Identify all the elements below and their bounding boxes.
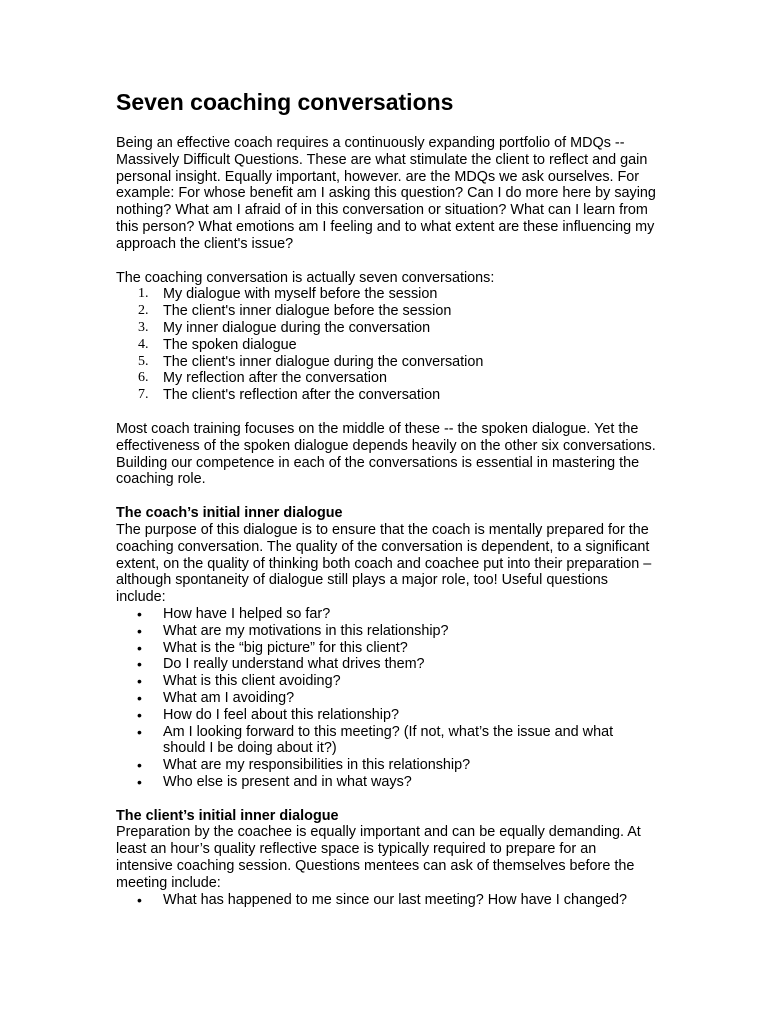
list-item-text: Who else is present and in what ways? [163,773,412,790]
list-number: 3. [138,319,149,335]
list-number: 7. [138,387,149,403]
list-item-text: My reflection after the conversation [163,370,387,387]
bullet-icon: • [137,689,142,706]
list-item-text: The client's reflection after the conversation [163,387,441,404]
bullet-icon: • [137,605,142,622]
list-item-text: The client's inner dialogue during the conversation [163,353,484,370]
list-item-text: What is this client avoiding? [163,673,341,690]
bullet-icon: • [137,757,142,774]
client-questions-list [116,892,656,909]
bullet-icon: • [137,891,142,908]
bullet-icon: • [137,673,142,690]
section-heading-coach: The coach’s initial inner dialogue [116,505,343,522]
list-number: 2. [138,303,149,319]
list-item-text: The spoken dialogue [163,336,297,353]
list-item [116,640,656,657]
list-item-text: What is the “big picture” for this client? [163,639,408,656]
list-item [116,707,656,724]
list-item [116,320,656,337]
list-item [116,623,656,640]
list-item-text: What are my motivations in this relationship? [163,622,449,639]
list-item-text: My dialogue with myself before the session [163,286,438,303]
bullet-icon: • [137,656,142,673]
list-item [116,673,656,690]
coach-questions-list [116,606,656,791]
list-item-text: What are my responsibilities in this relationship? [163,757,471,774]
list-item-text: What am I avoiding? [163,689,295,706]
list-item-text: What has happened to me since our last meeting? How have I changed? [163,891,627,908]
section-body-client: Preparation by the coachee is equally important and can be equally demanding. At least an hour’s quality reflective space is typically required to prepare for an intensive coaching session. Questions mentees can ask of themselves before the meeting include: [116,824,641,891]
list-item [116,690,656,707]
list-item [116,774,656,791]
list-item [116,757,656,774]
list-item [116,892,656,909]
list-item [116,606,656,623]
bullet-icon: • [137,723,142,740]
bullet-icon: • [137,622,142,639]
list-item [116,370,656,387]
bullet-icon: • [137,639,142,656]
list-item [116,387,656,404]
list-item [116,286,656,303]
list-item [116,354,656,371]
list-item-text: Do I really understand what drives them? [163,656,425,673]
bullet-icon: • [137,706,142,723]
list-number: 5. [138,353,149,369]
list-number: 4. [138,336,149,352]
list-number: 6. [138,370,149,386]
document-page [116,88,656,908]
section-body-coach: The purpose of this dialogue is to ensure that the coach is mentally prepared for the coaching conversation. The quality of the conversation is dependent, to a significant extent, on the quality of thinking both coach and coachee put into their preparation – although spontaneity of dialogue still plays a major role, too! Useful questions include: [116,521,652,606]
bullet-icon: • [137,773,142,790]
intro-paragraph: Being an effective coach requires a continuously expanding portfolio of MDQs -- Massively Difficult Questions. These are what stimulate the client to reflect and gain personal insight. Equally important, however. are the MDQs we ask ourselves. For example: For whose benefit am I asking this question? Can I do more here by saying nothing? What am I afraid of in this conversation or situation? What can I learn from this person? What emotions am I feeling and to what extent are these influencing my approach the client's issue? [116,135,656,252]
list-item-text: My inner dialogue during the conversation [163,319,431,336]
page-title: Seven coaching conversations [116,89,454,115]
list-item [116,724,656,758]
list-intro: The coaching conversation is actually seven conversations: [116,269,495,286]
list-item [116,656,656,673]
summary-paragraph: Most coach training focuses on the middle of these -- the spoken dialogue. Yet the effectiveness of the spoken dialogue depends heavily on the other six conversations. Building our competence in each of the conversations is essential in mastering the coaching role. [116,420,656,488]
list-item [116,303,656,320]
section-heading-client: The client’s initial inner dialogue [116,807,339,824]
list-number: 1. [138,286,149,302]
list-item-text: How have I helped so far? [163,605,331,622]
list-item-text: Am I looking forward to this meeting? (If not, what’s the issue and what should I be doing about it?) [163,723,614,757]
list-item-text: The client's inner dialogue before the session [163,303,452,320]
list-item-text: How do I feel about this relationship? [163,706,399,723]
conversations-list [116,286,656,404]
list-item [116,337,656,354]
